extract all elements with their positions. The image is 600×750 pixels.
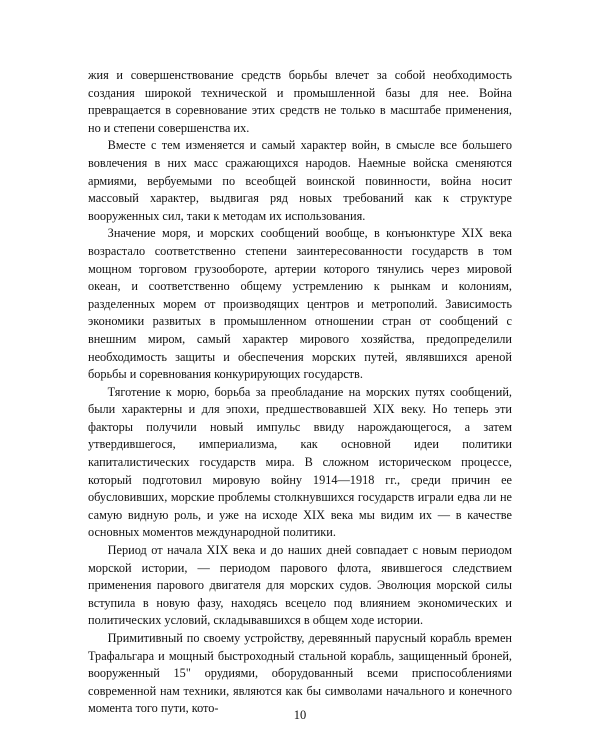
paragraph: Значение моря, и морских сообщений вообще, в конъюнктуре XIX века возрастало соответственно степени заинтересованности государств в том мощном торговом грузообороте, артерии которого тянулись через мировой океан, и соответственно общему устремлению к рынкам и колониям, разделенных морем от производящих центров и метрополий. Зависимость экономики развитых в промышленном отношении стран от сообщений с внешним миром, самый характер мирового хозяйства, предопределили необходимость защиты и обеспечения морских путей, являвшихся ареной борьбы и соревнования конкурирующих государств.: [88, 226, 512, 382]
paragraph-continuation: жия и совершенствование средств борьбы влечет за собой необходимость создания широкой технической и промышленной базы для нее. Война превращается в соревнование этих средств не только в масштабе применения, но и степени совершенства их.: [88, 68, 512, 135]
page-number: 10: [293, 708, 307, 722]
paragraph: Период от начала XIX века и до наших дней совпадает с новым периодом морской истории, — периодом парового флота, явившегося следствием применения парового двигателя для морских судов. Эволюция морской силы вступила в новую фазу, находясь всецело под влиянием экономических и политических условий, складывавшихся в общем ходе истории.: [88, 543, 512, 628]
body-text: [88, 67, 512, 718]
paragraph: Тяготение к морю, борьба за преобладание на морских путях сообщений, были характерны и для эпохи, предшествовавшей XIX веку. Но теперь эти факторы получили новый импульс ввиду нарождающегося, а затем утвердившегося, империализма, как основной идеи политики капиталистических государств мира. В сложном историческом процессе, который подготовил мировую войну 1914—1918 гг., среди причин ее обусловивших, морские проблемы столкнувшихся государств играли едва ли не самую видную роль, и уже на исходе XIX века мы видим их — в качестве основных моментов международной политики.: [88, 384, 512, 540]
paragraph: Примитивный по своему устройству, деревянный парусный корабль времен Трафальгара и мощный быстроходный стальной корабль, защищенный броней, вооруженный 15" орудиями, оборудованный всеми приспособлениями современной нам техники, являются как бы символами начального и конечного момента того пути, кото-: [88, 631, 512, 716]
paragraph: Вместе с тем изменяется и самый характер войн, в смысле все большего вовлечения в них масс сражающихся народов. Наемные войска сменяются армиями, вербуемыми по всеобщей воинской повинности, война носит массовый характер, выдвигая ряд новых требований как к структуре вооруженных сил, таки к методам их использования.: [88, 138, 512, 223]
